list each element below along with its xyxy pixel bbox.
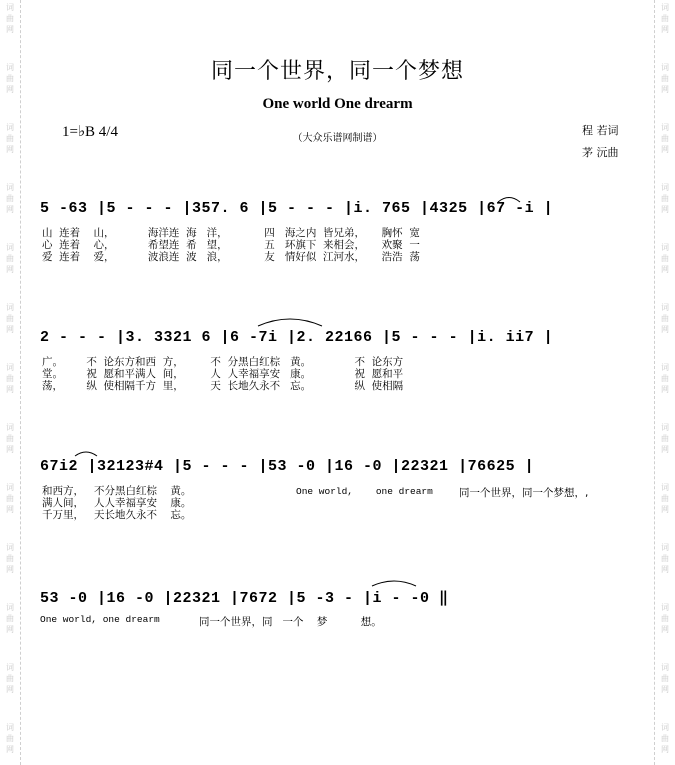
- watermark-mark: 词 曲 网: [661, 723, 669, 754]
- lyrics-line-2-verse-2: 堂。 祝 愿和平满人 间， 人 人幸福享安 康。 祝 愿和平: [42, 368, 404, 380]
- watermark-mark: 词 曲 网: [6, 663, 14, 694]
- notation-line-1: 5 -63 |5 - - - |357. 6 |5 - - - |i. 765 |4325 |67 -i |: [40, 200, 554, 217]
- watermark-mark: 词 曲 网: [661, 663, 669, 694]
- watermark-mark: 词 曲 网: [6, 303, 14, 334]
- notation-line-4: 53 -0 |16 -0 |22321 |7672 |5 -3 - |i - -0 ‖: [40, 590, 449, 607]
- watermark-mark: 词 曲 网: [6, 123, 14, 154]
- lyrics-line-1-verse-3: 爱 连着 爱， 波浪连 波 浪， 友 情好似 江河水， 浩浩 荡: [42, 251, 420, 263]
- tie-arc: [75, 452, 97, 456]
- notation-line-3: 67i2 |32123#4 |5 - - - |53 -0 |16 -0 |22321 |76625 |: [40, 458, 535, 475]
- watermark-mark: 词 曲 网: [6, 603, 14, 634]
- composer-credit: 茅 沅曲: [582, 146, 619, 159]
- watermark-mark: 词 曲 网: [6, 363, 14, 394]
- watermark-mark: 词 曲 网: [6, 483, 14, 514]
- tie-arc: [258, 319, 322, 326]
- lyricist-credit: 程 若词: [582, 124, 619, 137]
- lyrics-line-3-chorus: 同一个世界，同一个梦想，,: [459, 487, 589, 499]
- watermark-mark: 词 曲 网: [661, 363, 669, 394]
- key-signature: 1=♭B 4/4: [62, 124, 118, 140]
- lyrics-line-1-verse-2: 心 连着 心， 希望连 希 望， 五 环旗下 来相会， 欢聚 一: [42, 239, 420, 251]
- watermark-mark: 词 曲 网: [661, 303, 669, 334]
- watermark-mark: 词 曲 网: [6, 243, 14, 274]
- watermark-mark: 词 曲 网: [6, 723, 14, 754]
- lyrics-line-4-chorus: 同一个世界，同 一个 梦 想。: [199, 616, 382, 628]
- watermark-mark: 词 曲 网: [6, 3, 14, 34]
- watermark-mark: 词 曲 网: [661, 3, 669, 34]
- tie-arc: [498, 198, 520, 203]
- score-maker: （大众乐谱网制谱）: [292, 133, 383, 144]
- song-title: 同一个世界，同一个梦想: [210, 59, 464, 84]
- watermark-mark: 词 曲 网: [661, 63, 669, 94]
- watermark-mark: 词 曲 网: [661, 183, 669, 214]
- notation-line-2: 2 - - - |3. 3321 6 |6 -7i |2. 22166 |5 - - - |i. ii7 |: [40, 329, 554, 346]
- lyrics-line-3-verse-2: 满人间， 人人幸福享安 康。: [42, 497, 192, 509]
- lyrics-line-2-verse-3: 荡， 纵 使相隔千方 里， 天 长地久永不 忘。 纵 使相隔: [42, 380, 404, 392]
- watermark-mark: 词 曲 网: [6, 543, 14, 574]
- watermark-mark: 词 曲 网: [661, 483, 669, 514]
- lyrics-line-4-english: One world, one drearm: [40, 614, 160, 625]
- watermark-mark: 词 曲 网: [661, 243, 669, 274]
- song-subtitle: One world One drearm: [262, 96, 413, 112]
- watermark-mark: 词 曲 网: [661, 543, 669, 574]
- lyrics-line-2-verse-1: 广。 不 论东方和西 方， 不 分黑白红棕 黄。 不 论东方: [42, 356, 404, 368]
- lyrics-line-3-verse-3: 千万里， 天长地久永不 忘。: [42, 509, 192, 521]
- tie-arc: [372, 581, 416, 586]
- watermark-mark: 词 曲 网: [6, 423, 14, 454]
- lyrics-line-1-verse-1: 山 连着 山， 海洋连 海 洋， 四 海之内 皆兄弟， 胸怀 宽: [42, 227, 420, 239]
- lyrics-line-3-verse-1: 和西方， 不分黑白红棕 黄。: [42, 485, 192, 497]
- watermark-mark: 词 曲 网: [661, 123, 669, 154]
- watermark-mark: 词 曲 网: [661, 423, 669, 454]
- watermark-mark: 词 曲 网: [6, 63, 14, 94]
- lyrics-line-3-english: One world, one drearm: [296, 486, 433, 497]
- watermark-mark: 词 曲 网: [6, 183, 14, 214]
- watermark-mark: 词 曲 网: [661, 603, 669, 634]
